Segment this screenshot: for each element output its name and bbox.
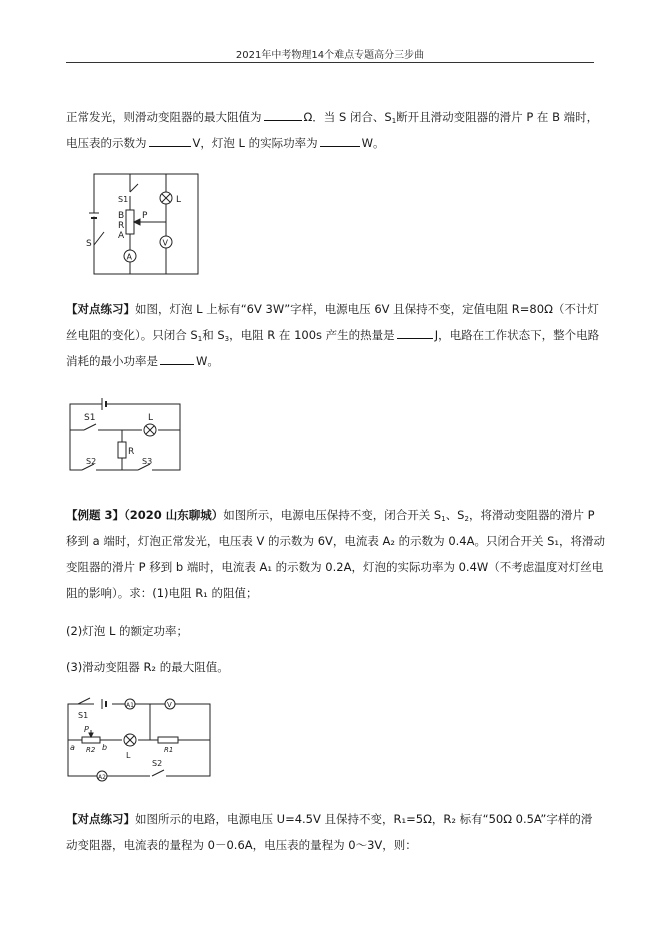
example3-line3: 变阻器的滑片 P 移到 b 端时，电流表 A₁ 的示数为 0.2A，灯泡的实际功率为 0.4W（不考虑温度对灯丝电	[66, 560, 604, 574]
circuit-figure-2	[66, 396, 186, 474]
example3-line1: 【例题 3】（2020 山东聊城）如图所示，电源电压保持不变，闭合开关 $S_1$、$S_2$，将滑动变阻器的滑片 P	[66, 508, 595, 523]
fig1-label: A	[118, 231, 125, 241]
fig2-label: S3	[142, 457, 153, 466]
fig1-label: S	[86, 239, 92, 249]
fig3-label: A1	[126, 702, 134, 709]
block1-line2: 电压表的示数为 V，灯泡 L 的实际功率为 W。	[66, 136, 385, 150]
fig1-label: A	[126, 252, 132, 262]
fig3-label: b	[102, 743, 108, 752]
fig3-label: R2	[86, 746, 96, 754]
switch-icon	[130, 184, 138, 192]
example3-line4: 阻的影响）。求：(1)电阻 R₁ 的阻值；	[66, 586, 258, 600]
fig3-label: A2	[98, 774, 106, 781]
fig3-label: S2	[152, 759, 163, 768]
switch-icon	[84, 424, 96, 430]
switch-icon	[78, 698, 90, 704]
answer-blank[interactable]	[264, 108, 302, 121]
fig3-label: S1	[78, 711, 89, 720]
fig1-label: P	[142, 211, 148, 221]
answer-blank[interactable]	[320, 134, 360, 147]
example3-line2: 移到 a 端时，灯泡正常发光，电压表 V 的示数为 6V，电流表 A₂ 的示数为 0.4A。只闭合开关 S₁，将滑动	[66, 534, 606, 548]
practice1-line3: 消耗的最小功率是 W。	[66, 354, 219, 368]
resistor-icon	[158, 737, 178, 743]
fig3-label: L	[126, 751, 131, 760]
circuit-wire	[94, 174, 198, 274]
fig1-label: B	[118, 211, 125, 221]
fig1-label: L	[176, 195, 182, 205]
answer-blank[interactable]	[397, 326, 433, 339]
fig2-label: R	[128, 447, 135, 457]
resistor-icon	[118, 442, 126, 458]
answer-blank[interactable]	[160, 352, 194, 365]
practice2-line1: 【对点练习】如图所示的电路，电源电压 U=4.5V 且保持不变，R₁=5Ω，R₂ 标有“50Ω 0.5A”字样的滑	[66, 812, 593, 826]
fig3-label: P	[84, 725, 89, 734]
practice2-line2: 动变阻器，电流表的量程为 0－0.6A，电压表的量程为 0～3V，则：	[66, 838, 417, 852]
header-rule	[66, 62, 594, 63]
resistor-icon	[126, 210, 134, 234]
fig3-label: a	[70, 743, 75, 752]
switch-icon	[94, 232, 104, 245]
example3-q2: (2)灯泡 L 的额定功率；	[66, 624, 189, 638]
page-header: 2021年中考物理14个难点专题高分三步曲	[235, 50, 425, 61]
example3-q3: (3)滑动变阻器 R₂ 的最大阻值。	[66, 660, 229, 674]
answer-blank[interactable]	[149, 134, 191, 147]
practice1-line2: 丝电阻的变化）。只闭合 $S_1$和 $S_3$，电阻 R 在 100s 产生的热量是 J，电路在工作状态下，整个电路	[66, 328, 600, 343]
circuit-figure-3	[64, 694, 216, 782]
fig2-label: S2	[86, 457, 97, 466]
fig1-label: R	[118, 221, 125, 231]
block1-line1: 正常发光，则滑动变阻器的最大阻值为 Ω．当 S 闭合、$S_1$断开且滑动变阻器的滑片 P 在 B 端时，	[66, 110, 599, 125]
fig3-label: V	[167, 701, 172, 709]
fig1-label: V	[162, 238, 168, 248]
fig2-label: S1	[84, 413, 96, 423]
fig3-label: R1	[164, 746, 174, 754]
circuit-figure-1	[88, 170, 208, 280]
practice1-line1: 【对点练习】如图，灯泡 L 上标有“6V 3W”字样，电源电压 6V 且保持不变，定值电阻 R=80Ω（不计灯	[66, 302, 599, 316]
fig2-label: L	[148, 413, 154, 423]
fig1-label: S1	[118, 195, 129, 204]
